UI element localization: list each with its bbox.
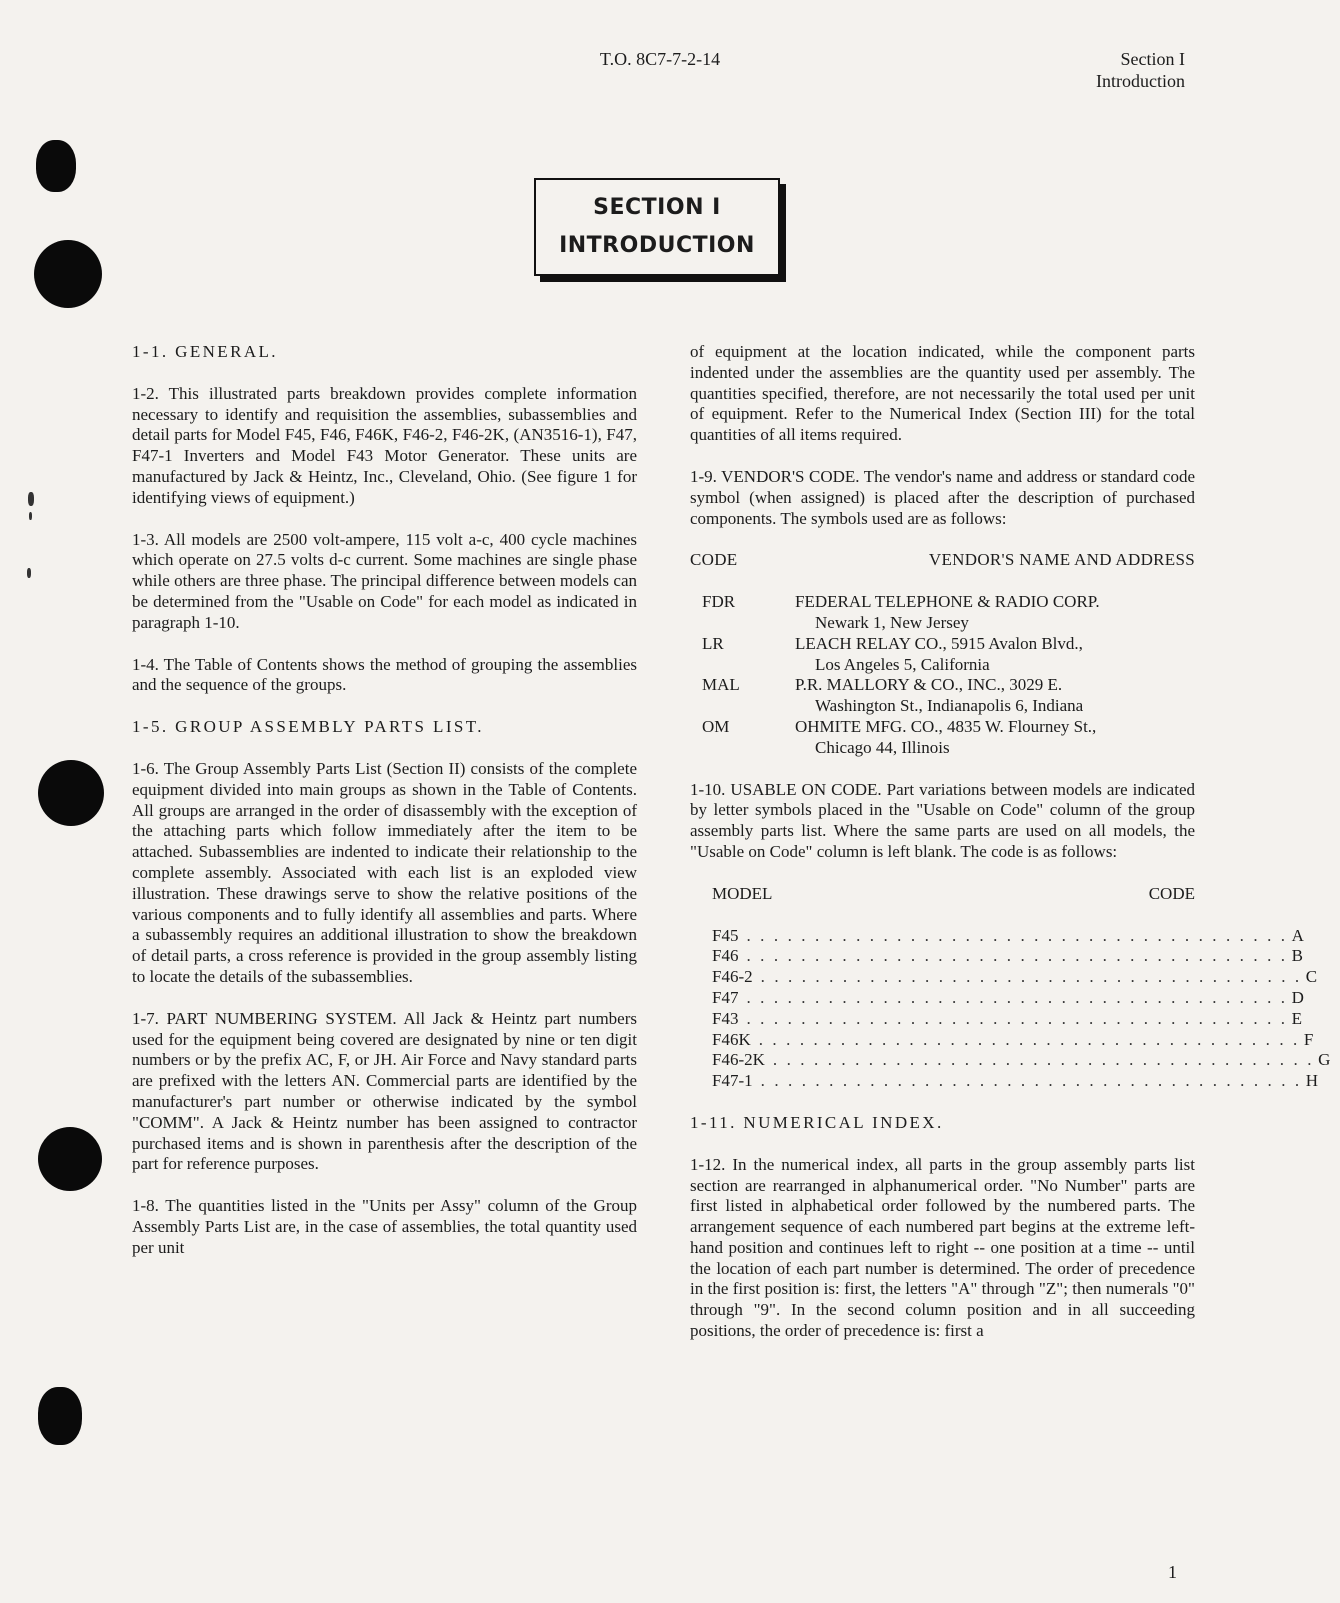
paragraph-1-12: 1-12. In the numerical index, all parts in the group assembly parts list section are rearranged in alphanumerical order. "No Number" parts are first listed in alphabetical order followed by the numbered parts. The arrangement sequence of each numbered part begins at the extreme left-hand position and continues left to right -- one position at a time -- until the location of each part number is determined. The order of precedence in the first position is: first, the letters "A" through "Z"; then numerals "0" through "9". In the second column position and in all succeeding positions, the order of precedence is: first a [690,1154,1195,1341]
vendor-code-table [690,550,1195,758]
document-number: T.O. 8C7-7-2-14 [599,49,721,69]
model-code: G [1318,1050,1331,1070]
model-code: B [1291,946,1303,966]
model-col-model: MODEL [712,883,773,903]
vendor-code: OM [702,716,730,736]
vendor-row [690,675,1195,717]
vendor-row [690,634,1195,676]
model-name: F47-1 [712,1071,753,1091]
vendor-name: FEDERAL TELEPHONE & RADIO CORP. [795,592,1100,612]
model-name: F43 [712,1008,739,1028]
model-code: F [1303,1029,1314,1049]
model-table-header [712,884,1195,905]
vendor-address: Chicago 44, Illinois [815,737,950,757]
model-col-code: CODE [1148,883,1195,903]
paragraph-1-6: 1-6. The Group Assembly Parts List (Section II) consists of the complete equipment divided into main groups as shown in the Table of Contents. All groups are arranged in the order of disassembly with the exception of the attaching parts which follow immediately after the item to be attached. Subassemblies are indented to indicate their relationship to the complete assembly. Associated with each list is an exploded view illustration. These drawings serve to show the relative positions of the various components and to fully identify all assemblies and parts. Where a subassembly requires an additional illustration to show the breakdown of detail parts, a cross reference is provided in the group assembly listing to locate the details of the subassemblies. [132,758,637,986]
paragraph-1-10: 1-10. USABLE ON CODE. Part variations between models are indicated by letter symbols placed in the "Usable on Code" column of the group assembly parts list. Where the same parts are used on all models, the "Usable on Code" column is left blank. The code is as follows: [690,779,1195,861]
vendor-address: Los Angeles 5, California [815,654,990,674]
vendor-address: Newark 1, New Jersey [815,612,969,632]
model-code: E [1291,1008,1303,1028]
binder-hole [34,240,102,308]
paragraph-1-3: 1-3. All models are 2500 volt-ampere, 115 volt a-c, 400 cycle machines which operate on 27.5 volts d-c current. Some machines are single phase while others are three phase. The principal difference between models can be determined from the "Usable on Code" for each model as indicated in paragraph 1-10. [132,529,637,632]
heading-general: 1-1. GENERAL. [132,342,278,361]
paragraph-1-8: 1-8. The quantities listed in the "Units per Assy" column of the Group Assembly Parts List are, in the case of assemblies, the total quantity used per unit [132,1196,637,1257]
vendor-address: Washington St., Indianapolis 6, Indiana [815,696,1084,716]
section-header [1096,48,1185,92]
model-name: F46K [712,1029,751,1049]
binder-hole [38,1387,82,1445]
model-row: F46-2K . . . . . . . . . . . . . . . . . . . . . . . . . . . . . . . . . . . . . . . . G [712,1050,1195,1071]
section-title-label: Introduction [1096,71,1185,91]
model-code: D [1291,987,1304,1007]
model-row: F45 . . . . . . . . . . . . . . . . . . . . . . . . . . . . . . . . . . . . . . . . A [712,926,1195,947]
binder-hole [36,140,76,192]
vendor-code: FDR [702,592,736,612]
model-row: F46K . . . . . . . . . . . . . . . . . . . . . . . . . . . . . . . . . . . . . . . . F [712,1030,1195,1051]
model-row: F46-2 . . . . . . . . . . . . . . . . . . . . . . . . . . . . . . . . . . . . . . . . C [712,967,1195,988]
vendor-row [690,592,1195,634]
paragraph-1-4: 1-4. The Table of Contents shows the method of grouping the assemblies and the sequence of the groups. [132,654,637,695]
model-name: F46-2 [712,967,753,987]
vendor-code: LR [702,633,724,653]
vendor-name: P.R. MALLORY & CO., INC., 3029 E. [795,675,1063,695]
model-code: A [1291,925,1304,945]
paragraph-1-9: 1-9. VENDOR'S CODE. The vendor's name and address or standard code symbol (when assigned) is placed after the description of purchased components. The symbols used are as follows: [690,466,1195,528]
vendor-col-code: CODE [690,550,738,570]
section-title-line2: INTRODUCTION [559,233,755,258]
vendor-name: OHMITE MFG. CO., 4835 W. Flourney St., [795,716,1097,736]
model-name: F46-2K [712,1050,765,1070]
paragraph-1-7: 1-7. PART NUMBERING SYSTEM. All Jack & Heintz part numbers used for the equipment being covered are designated by nine or ten digit numbers or by the prefix AC, F, or JH. Air Force and Navy standard parts are prefixed with the letters AN. Commercial parts are identified by the manufacturer's part number or otherwise indicated by the symbol "COMM". A Jack & Heintz number has been assigned to contractor purchased items and is shown in parenthesis after the description of the part for reference purposes. [132,1008,637,1174]
section-label: Section I [1120,49,1185,69]
model-name: F47 [712,987,739,1007]
paragraph-1-2: 1-2. This illustrated parts breakdown provides complete information necessary to identify and requisition the assemblies, subassemblies and detail parts for Model F45, F46, F46K, F46-2, F46-2K, (AN3516-1), F47, F47-1 Inverters and Model F43 Motor Generator. These units are manufactured by Jack & Heintz, Inc., Cleveland, Ohio. (See figure 1 for identifying views of equipment.) [132,383,637,507]
binder-hole [38,1127,102,1191]
vendor-row [690,717,1195,759]
scan-speck [28,492,34,506]
heading-numerical-index: 1-11. NUMERICAL INDEX. [690,1112,944,1132]
paragraph-1-8-continued: of equipment at the location indicated, while the component parts indented under the assemblies are the quantity used per assembly. The quantities specified, therefore, are not necessarily the total used per unit of equipment. Refer to the Numerical Index (Section III) for the total quantities of all items required. [690,342,1195,445]
vendor-code: MAL [702,675,740,695]
usable-on-code-table [690,883,1331,1092]
model-row: F47 . . . . . . . . . . . . . . . . . . . . . . . . . . . . . . . . . . . . . . . . D [712,988,1195,1009]
scan-speck [27,568,31,578]
model-code: H [1305,1071,1319,1091]
model-row: F47-1 . . . . . . . . . . . . . . . . . . . . . . . . . . . . . . . . . . . . . . . . H [712,1071,1195,1092]
heading-group-assembly-parts-list: 1-5. GROUP ASSEMBLY PARTS LIST. [132,717,484,737]
left-column [132,342,637,1279]
vendor-table-header [690,550,1195,571]
binder-hole [38,760,104,826]
model-name: F45 [712,925,739,945]
page-number: 1 [1168,1562,1177,1582]
section-title-line1: SECTION I [593,195,721,220]
section-title-box [534,178,780,276]
right-column [690,342,1331,1363]
model-name: F46 [712,946,739,966]
vendor-name: LEACH RELAY CO., 5915 Avalon Blvd., [795,633,1083,653]
model-row: F46 . . . . . . . . . . . . . . . . . . . . . . . . . . . . . . . . . . . . . . . . B [712,946,1195,967]
scan-speck [29,512,32,520]
model-code: C [1305,967,1318,987]
model-row: F43 . . . . . . . . . . . . . . . . . . . . . . . . . . . . . . . . . . . . . . . . E [712,1009,1195,1030]
vendor-col-name: VENDOR'S NAME AND ADDRESS [928,550,1195,570]
